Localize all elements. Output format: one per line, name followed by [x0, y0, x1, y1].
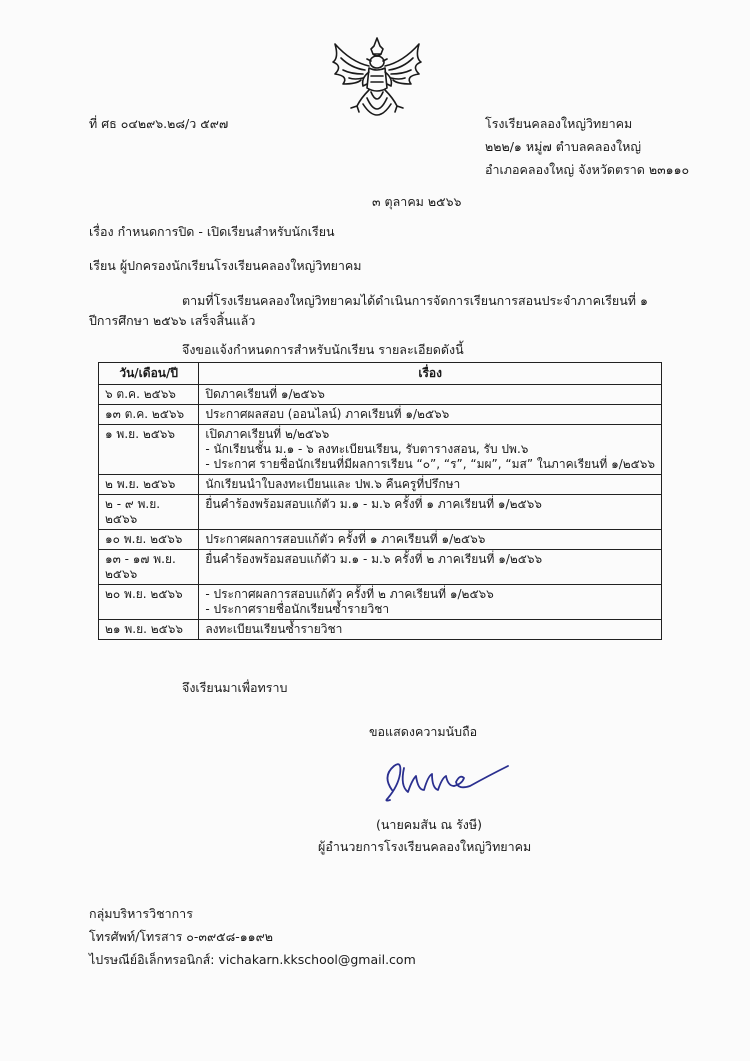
row-date: ๒ พ.ย. ๒๕๖๖ — [99, 475, 199, 495]
row-date: ๖ ต.ค. ๒๕๖๖ — [99, 385, 199, 405]
row-subject-line: ปิดภาคเรียนที่ ๑/๒๕๖๖ — [205, 387, 325, 401]
body-paragraph-intro-table: จึงขอแจ้งกำหนดการสำหรับนักเรียน รายละเอียดดังนี้ — [182, 342, 464, 357]
table-row — [99, 530, 662, 550]
row-date: ๒ - ๙ พ.ย. ๒๕๖๖ — [99, 495, 199, 530]
table-row — [99, 405, 662, 425]
row-subject — [199, 530, 662, 550]
row-date: ๑๐ พ.ย. ๒๕๖๖ — [99, 530, 199, 550]
row-subject-line: - ประกาศรายชื่อนักเรียนซ้ำรายวิชา — [205, 602, 390, 616]
row-subject — [199, 475, 662, 495]
row-subject — [199, 620, 662, 640]
regards-line: ขอแสดงความนับถือ — [369, 724, 478, 739]
school-name: โรงเรียนคลองใหญ่วิทยาคม — [485, 116, 633, 131]
footer-department: กลุ่มบริหารวิชาการ — [89, 906, 193, 921]
row-date: ๒๐ พ.ย. ๒๕๖๖ — [99, 585, 199, 620]
table-row — [99, 385, 662, 405]
row-subject — [199, 495, 662, 530]
letter-date: ๓ ตุลาคม ๒๕๖๖ — [372, 194, 462, 209]
row-subject-line: ประกาศผลการสอบแก้ตัว ครั้งที่ ๑ ภาคเรียนที่ ๑/๒๕๖๖ — [205, 532, 486, 546]
row-subject — [199, 585, 662, 620]
salutation-line: เรียน ผู้ปกครองนักเรียนโรงเรียนคลองใหญ่วิทยาคม — [89, 258, 362, 273]
table-row — [99, 550, 662, 585]
footer-email: ไปรษณีย์อิเล็กทรอนิกส์: vichakarn.kkschool@gmail.com — [89, 952, 416, 967]
handwritten-signature — [378, 756, 514, 806]
row-subject — [199, 405, 662, 425]
table-row — [99, 495, 662, 530]
row-date: ๑๓ - ๑๗ พ.ย. ๒๕๖๖ — [99, 550, 199, 585]
row-date: ๑๓ ต.ค. ๒๕๖๖ — [99, 405, 199, 425]
body-paragraph-line2: ปีการศึกษา ๒๕๖๖ เสร็จสิ้นแล้ว — [89, 313, 256, 328]
schedule-table — [98, 362, 662, 640]
signer-position: ผู้อำนวยการโรงเรียนคลองใหญ่วิทยาคม — [318, 839, 532, 854]
garuda-emblem-icon — [321, 32, 433, 126]
row-subject-line: เปิดภาคเรียนที่ ๒/๒๕๖๖ — [205, 427, 330, 441]
table-row — [99, 585, 662, 620]
row-subject-line: ยื่นคำร้องพร้อมสอบแก้ตัว ม.๑ - ม.๖ ครั้งที่ ๑ ภาคเรียนที่ ๑/๒๕๖๖ — [205, 497, 542, 511]
row-subject-line: - ประกาศผลการสอบแก้ตัว ครั้งที่ ๒ ภาคเรียนที่ ๑/๒๕๖๖ — [205, 587, 494, 601]
subject-line: เรื่อง กำหนดการปิด - เปิดเรียนสำหรับนักเรียน — [89, 224, 335, 239]
row-subject-line: ยื่นคำร้องพร้อมสอบแก้ตัว ม.๑ - ม.๖ ครั้งที่ ๒ ภาคเรียนที่ ๑/๒๕๖๖ — [205, 552, 543, 566]
row-subject-line: - ประกาศ รายชื่อนักเรียนที่มีผลการเรียน “๐”, “ร”, “มผ”, “มส” ในภาคเรียนที่ ๑/๒๕๖๖ — [205, 457, 655, 471]
body-paragraph-line1: ตามที่โรงเรียนคลองใหญ่วิทยาคมได้ดำเนินการจัดการเรียนการสอนประจำภาคเรียนที่ ๑ — [182, 293, 648, 308]
row-subject — [199, 425, 662, 475]
table-row — [99, 425, 662, 475]
table-header-row — [99, 363, 662, 385]
table-row — [99, 620, 662, 640]
row-date: ๒๑ พ.ย. ๒๕๖๖ — [99, 620, 199, 640]
reference-number: ที่ ศธ ๐๔๒๙๖.๒๘/ว ๕๙๗ — [89, 116, 229, 131]
row-subject-line: ประกาศผลสอบ (ออนไลน์) ภาคเรียนที่ ๑/๒๕๖๖ — [205, 407, 450, 421]
column-header-subject: เรื่อง — [199, 363, 662, 385]
footer-phone: โทรศัพท์/โทรสาร ๐-๓๙๕๘-๑๑๙๒ — [89, 929, 274, 944]
row-subject-line: - นักเรียนชั้น ม.๑ - ๖ ลงทะเบียนเรียน, รับตารางสอน, รับ ปพ.๖ — [205, 442, 529, 456]
signer-name: (นายคมสัน ณ รังษี) — [376, 817, 483, 832]
row-subject — [199, 385, 662, 405]
column-header-date: วัน/เดือน/ปี — [99, 363, 199, 385]
table-row — [99, 475, 662, 495]
school-address-line2: อำเภอคลองใหญ่ จังหวัดตราด ๒๓๑๑๐ — [485, 162, 690, 177]
closing-line: จึงเรียนมาเพื่อทราบ — [182, 680, 288, 695]
row-date: ๑ พ.ย. ๒๕๖๖ — [99, 425, 199, 475]
row-subject-line: ลงทะเบียนเรียนซ้ำรายวิชา — [205, 622, 343, 636]
row-subject — [199, 550, 662, 585]
row-subject-line: นักเรียนนำใบลงทะเบียนและ ปพ.๖ คืนครูที่ปรึกษา — [205, 477, 461, 491]
school-address-line1: ๒๒๒/๑ หมู่๗ ตำบลคลองใหญ่ — [485, 139, 642, 154]
